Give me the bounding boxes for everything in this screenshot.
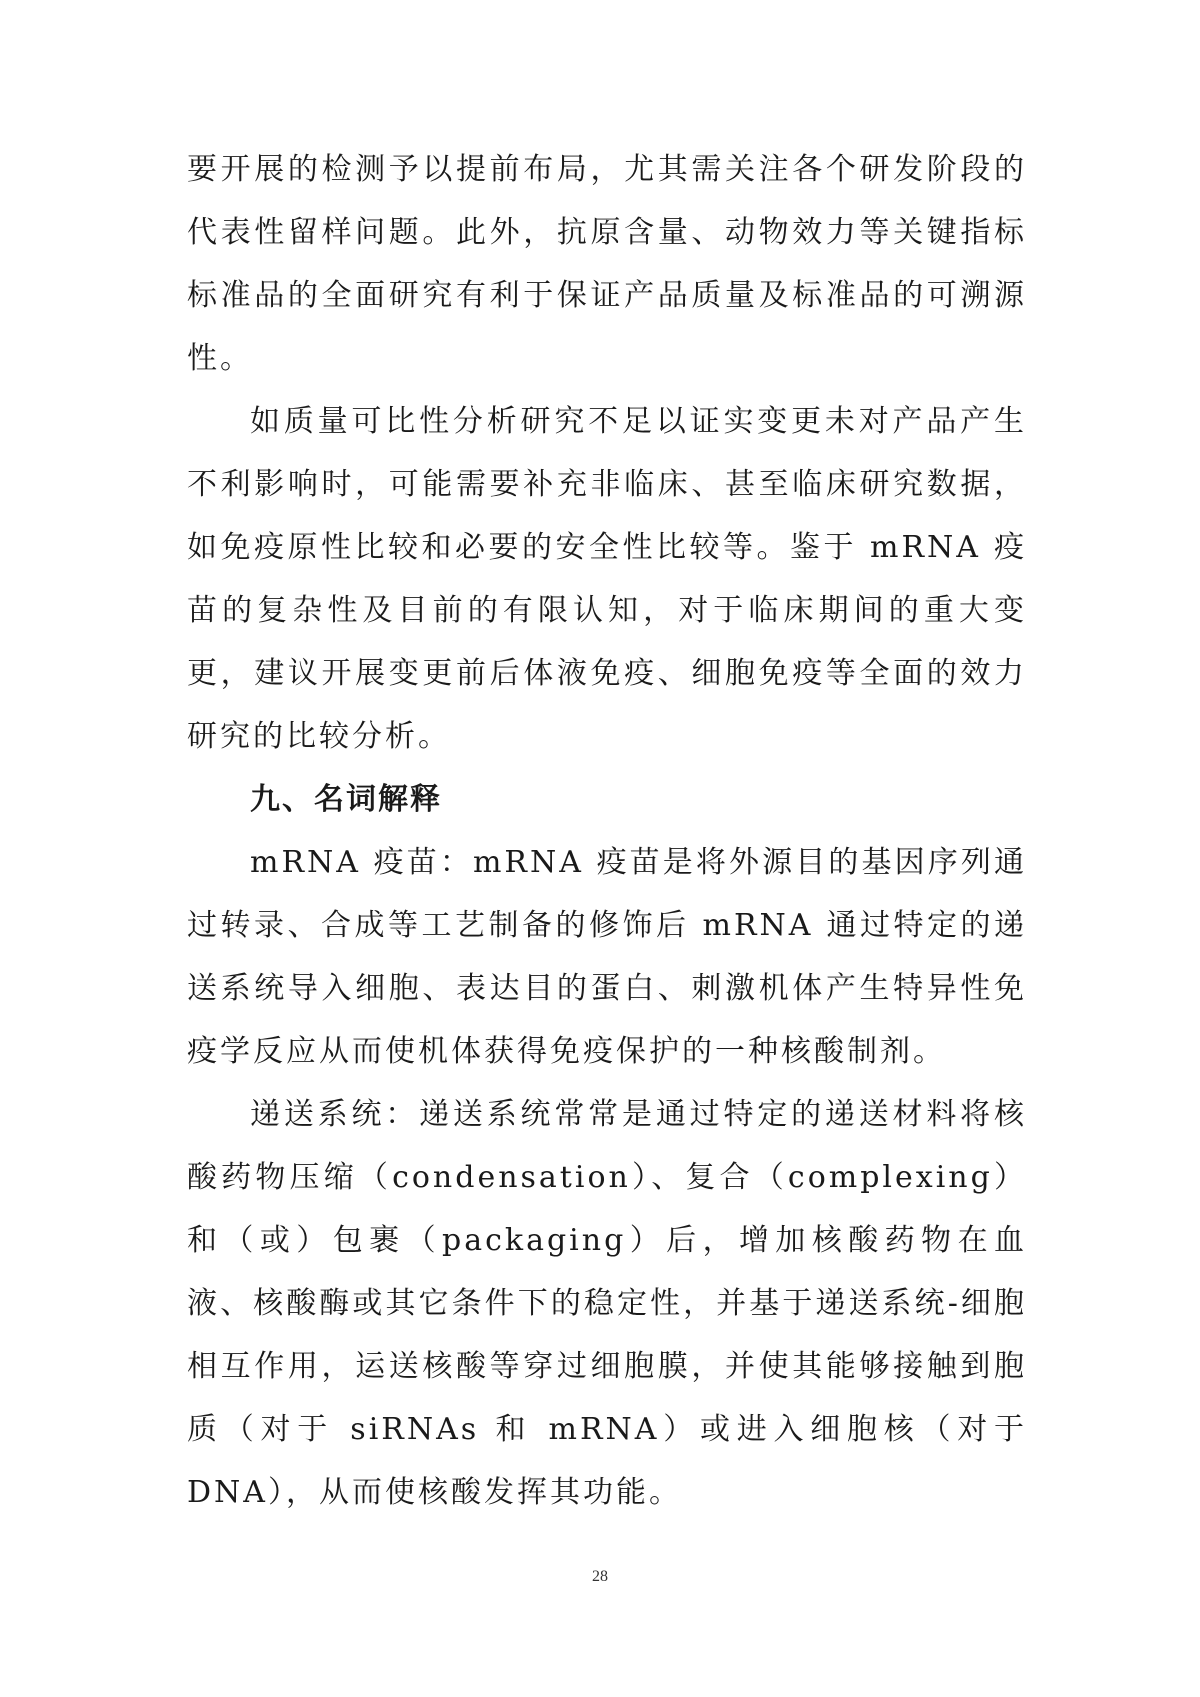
paragraph-1: 要开展的检测予以提前布局，尤其需关注各个研发阶段的代表性留样问题。此外，抗原含量、动物效力等关键指标标准品的全面研究有利于保证产品质量及标准品的可溯源性。 [187, 152, 1027, 376]
paragraph-4: 递送系统：递送系统常常是通过特定的递送材料将核酸药物压缩（condensation）、复合（complexing）和（或）包裹（packaging）后，增加核酸药物在血液、核酸酶或其它条件下的稳定性，并基于递送系统-细胞相互作用，运送核酸等穿过细胞膜，并使其能够接触到胞质（对于 siRNAs 和 mRNA）或进入细胞核（对于 DNA），从而使核酸发挥其功能。 [187, 1097, 1027, 1510]
paragraph-3: mRNA 疫苗：mRNA 疫苗是将外源目的基因序列通过转录、合成等工艺制备的修饰后 mRNA 通过特定的递送系统导入细胞、表达目的蛋白、刺激机体产生特异性免疫学反应从而使机体获得免疫保护的一种核酸制剂。 [187, 845, 1027, 1069]
document-content [187, 138, 1027, 1524]
page-number: 28 [592, 1568, 608, 1585]
paragraph-2: 如质量可比性分析研究不足以证实变更未对产品产生不利影响时，可能需要补充非临床、甚至临床研究数据，如免疫原性比较和必要的安全性比较等。鉴于 mRNA 疫苗的复杂性及目前的有限认知，对于临床期间的重大变更，建议开展变更前后体液免疫、细胞免疫等全面的效力研究的比较分析。 [187, 404, 1027, 754]
section-heading: 九、名词解释 [250, 782, 442, 817]
